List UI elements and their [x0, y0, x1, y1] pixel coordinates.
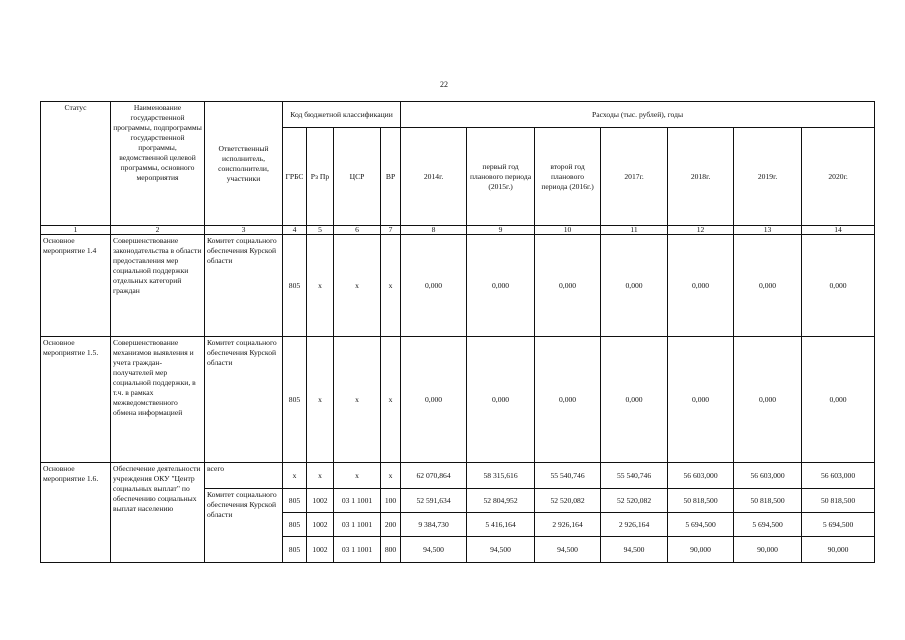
column-index: 11 — [601, 226, 668, 235]
cell-vr: x — [381, 337, 401, 463]
cell-value: 94,500 — [535, 537, 601, 563]
cell-value: 90,000 — [802, 537, 875, 563]
header-csr: ЦСР — [334, 128, 381, 226]
cell-vr: x — [381, 463, 401, 489]
column-index: 9 — [467, 226, 535, 235]
cell-value: 0,000 — [668, 337, 734, 463]
row-status: Основное мероприятие 1.6. — [41, 463, 111, 563]
row-responsible-total: всего — [205, 463, 283, 489]
cell-grbs: 805 — [283, 489, 307, 513]
row-name: Совершенствование законодательства в области предоставления мер социальной поддержки отдельных категорий граждан — [111, 235, 205, 337]
cell-vr: 100 — [381, 489, 401, 513]
cell-value: 0,000 — [734, 235, 802, 337]
table-row — [41, 337, 875, 463]
cell-value: 55 540,746 — [535, 463, 601, 489]
cell-value: 90,000 — [734, 537, 802, 563]
cell-value: 0,000 — [401, 235, 467, 337]
row-responsible: Комитет социального обеспечения Курской области — [205, 489, 283, 563]
cell-value: 52 520,082 — [601, 489, 668, 513]
column-index: 6 — [334, 226, 381, 235]
cell-rzpr: x — [307, 337, 334, 463]
cell-value: 5 694,500 — [668, 513, 734, 537]
cell-value: 0,000 — [535, 337, 601, 463]
header-rzpr: Рз Пр — [307, 128, 334, 226]
budget-table — [40, 101, 875, 563]
page-number: 22 — [440, 80, 448, 89]
cell-value: 0,000 — [467, 337, 535, 463]
column-index: 14 — [802, 226, 875, 235]
header-year-2015: первый год планового периода (2015г.) — [467, 128, 535, 226]
cell-value: 9 384,730 — [401, 513, 467, 537]
cell-value: 90,000 — [668, 537, 734, 563]
cell-csr: 03 1 1001 — [334, 489, 381, 513]
cell-value: 50 818,500 — [668, 489, 734, 513]
column-index: 4 — [283, 226, 307, 235]
cell-value: 2 926,164 — [601, 513, 668, 537]
cell-value: 62 070,864 — [401, 463, 467, 489]
column-index: 10 — [535, 226, 601, 235]
row-status: Основное мероприятие 1.5. — [41, 337, 111, 463]
cell-vr: x — [381, 235, 401, 337]
cell-value: 0,000 — [401, 337, 467, 463]
table-row — [41, 235, 875, 337]
header-year-2016: второй год планового периода (2016г.) — [535, 128, 601, 226]
cell-value: 0,000 — [601, 235, 668, 337]
cell-value: 94,500 — [601, 537, 668, 563]
cell-value: 56 603,000 — [802, 463, 875, 489]
row-name: Обеспечение деятельности учреждения ОКУ "Центр социальных выплат" по обеспечению социальных выплат населению — [111, 463, 205, 563]
cell-value: 0,000 — [535, 235, 601, 337]
cell-value: 2 926,164 — [535, 513, 601, 537]
header-grbs: ГРБС — [283, 128, 307, 226]
cell-csr: x — [334, 463, 381, 489]
row-name: Совершенствование механизмов выявления и учета граждан-получателей мер социальной поддержки, в т.ч. в рамках межведомственного обмена информацией — [111, 337, 205, 463]
cell-grbs: 805 — [283, 513, 307, 537]
cell-value: 5 694,500 — [802, 513, 875, 537]
column-index: 12 — [668, 226, 734, 235]
row-responsible: Комитет социального обеспечения Курской области — [205, 235, 283, 337]
header-year-2017: 2017г. — [601, 128, 668, 226]
cell-value: 0,000 — [802, 337, 875, 463]
cell-csr: 03 1 1001 — [334, 513, 381, 537]
cell-value: 0,000 — [601, 337, 668, 463]
column-index-row — [41, 226, 875, 235]
table-row — [41, 463, 875, 489]
row-responsible: Комитет социального обеспечения Курской области — [205, 337, 283, 463]
column-index: 5 — [307, 226, 334, 235]
cell-vr: 200 — [381, 513, 401, 537]
cell-value: 0,000 — [467, 235, 535, 337]
cell-value: 0,000 — [734, 337, 802, 463]
column-index: 1 — [41, 226, 111, 235]
cell-grbs: x — [283, 463, 307, 489]
cell-rzpr: x — [307, 463, 334, 489]
row-status: Основное мероприятие 1.4 — [41, 235, 111, 337]
cell-value: 56 603,000 — [734, 463, 802, 489]
cell-value: 0,000 — [802, 235, 875, 337]
cell-rzpr: 1002 — [307, 489, 334, 513]
header-year-2018: 2018г. — [668, 128, 734, 226]
cell-value: 58 315,616 — [467, 463, 535, 489]
cell-value: 94,500 — [467, 537, 535, 563]
cell-csr: x — [334, 337, 381, 463]
header-expenses: Расходы (тыс. рублей), годы — [401, 102, 875, 128]
cell-rzpr: 1002 — [307, 513, 334, 537]
cell-value: 5 416,164 — [467, 513, 535, 537]
cell-csr: x — [334, 235, 381, 337]
header-year-2019: 2019г. — [734, 128, 802, 226]
cell-value: 50 818,500 — [734, 489, 802, 513]
header-year-2020: 2020г. — [802, 128, 875, 226]
column-index: 8 — [401, 226, 467, 235]
cell-value: 5 694,500 — [734, 513, 802, 537]
header-budget-code: Код бюджетной классификации — [283, 102, 401, 128]
cell-value: 94,500 — [401, 537, 467, 563]
column-index: 7 — [381, 226, 401, 235]
header-status: Статус — [41, 102, 111, 226]
cell-grbs: 805 — [283, 235, 307, 337]
cell-value: 52 520,082 — [535, 489, 601, 513]
cell-value: 50 818,500 — [802, 489, 875, 513]
header-year-2014: 2014г. — [401, 128, 467, 226]
cell-value: 52 804,952 — [467, 489, 535, 513]
cell-rzpr: 1002 — [307, 537, 334, 563]
header-vr: ВР — [381, 128, 401, 226]
column-index: 3 — [205, 226, 283, 235]
cell-rzpr: x — [307, 235, 334, 337]
header-name: Наименование государственной программы, подпрограммы государственной программы, ведомственной целевой программы, основного мероприятия — [111, 102, 205, 226]
column-index: 2 — [111, 226, 205, 235]
cell-grbs: 805 — [283, 537, 307, 563]
cell-grbs: 805 — [283, 337, 307, 463]
cell-csr: 03 1 1001 — [334, 537, 381, 563]
header-responsible: Ответственный исполнитель, соисполнители, участники — [205, 102, 283, 226]
cell-value: 52 591,634 — [401, 489, 467, 513]
cell-value: 56 603,000 — [668, 463, 734, 489]
cell-vr: 800 — [381, 537, 401, 563]
cell-value: 0,000 — [668, 235, 734, 337]
cell-value: 55 540,746 — [601, 463, 668, 489]
column-index: 13 — [734, 226, 802, 235]
